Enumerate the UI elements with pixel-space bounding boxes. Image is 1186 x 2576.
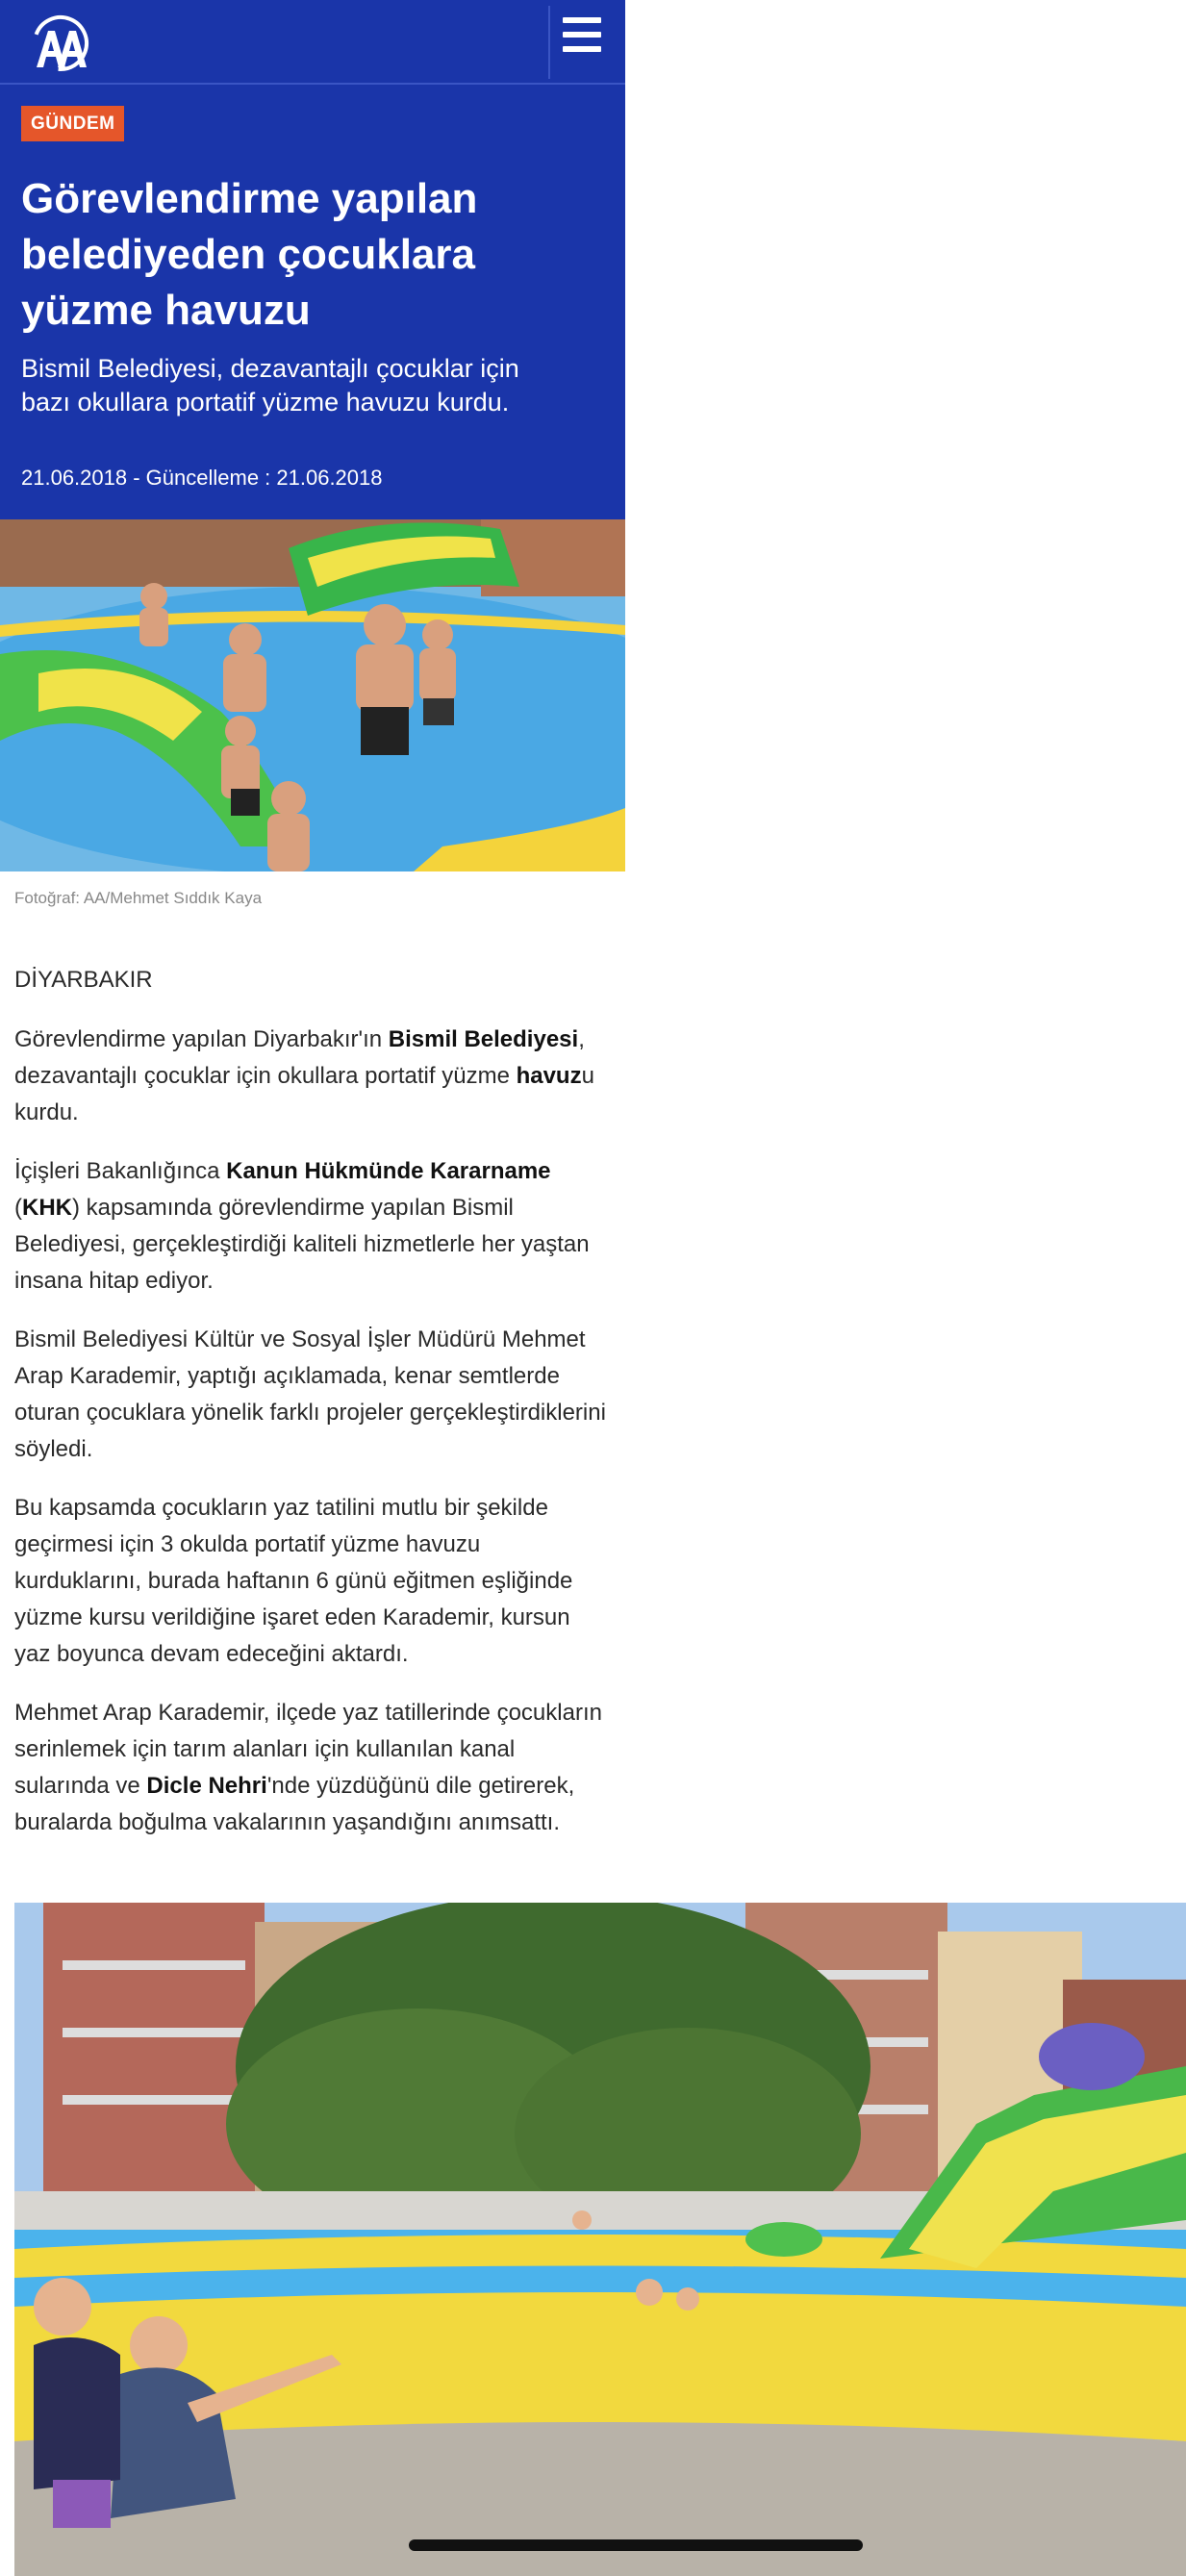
keyword-link[interactable]: havuz <box>516 1063 582 1089</box>
article-summary: Bismil Belediyesi, dezavantajlı çocuklar için bazı okullara portatif yüzme havuzu kurdu. <box>21 354 519 417</box>
aa-logo-icon[interactable] <box>29 13 92 73</box>
photo-caption: Fotoğraf: AA/Mehmet Sıddık Kaya <box>14 889 263 907</box>
article-dates: 21.06.2018 - Güncelleme : 21.06.2018 <box>21 466 383 490</box>
keyword-link[interactable]: Dicle Nehri <box>146 1773 267 1799</box>
article-location: DİYARBAKIR <box>14 967 153 993</box>
article-paragraph-4: Bu kapsamda çocukların yaz tatilini mutlu bir şekilde geçirmesi için 3 okulda portatif yüzme havuzu kurduklarını, burada haftanın 6 günü eğitmen eşliğinde yüzme kursu verildiğine işaret eden Karademir, kursun yaz boyunca devam edeceğini aktardı. <box>14 1495 573 1667</box>
keyword-link[interactable]: KHK <box>22 1195 72 1221</box>
article-title: Görevlendirme yapılan belediyeden çocuklara yüzme havuzu <box>21 175 478 334</box>
article-paragraph-5: Mehmet Arap Karademir, ilçede yaz tatillerinde çocukların serinlemek için tarım alanları için kullanılan kanal sularında ve Dicle Nehri'nde yüzdüğünü dile getirerek, buralarda boğulma vakalarının yaşandığını anımsattı. <box>14 1700 602 1835</box>
article-paragraph-1: Görevlendirme yapılan Diyarbakır'ın Bismil Belediyesi, dezavantajlı çocuklar için okullara portatif yüzme havuzu kurdu. <box>14 1026 594 1125</box>
keyword-link[interactable]: Kanun Hükmünde Kararname <box>226 1158 551 1184</box>
hamburger-menu-icon[interactable] <box>558 17 606 62</box>
article-body <box>14 962 611 1863</box>
keyword-link[interactable]: Bismil Belediyesi <box>388 1026 579 1052</box>
article-paragraph-3: Bismil Belediyesi Kültür ve Sosyal İşler Müdürü Mehmet Arap Karademir, yaptığı açıklamada, kenar semtlerde oturan çocuklara yönelik farklı projeler gerçekleştirdiklerini söyledi. <box>14 1326 606 1462</box>
category-badge[interactable]: GÜNDEM <box>21 106 124 141</box>
article-paragraph-2: İçişleri Bakanlığınca Kanun Hükmünde Kararname (KHK) kapsamında görevlendirme yapılan Bismil Belediyesi, gerçekleştirdiği kaliteli hizmetlerle her yaştan insana hitap ediyor. <box>14 1158 590 1294</box>
menu-divider <box>548 6 550 79</box>
top-bar <box>0 0 625 85</box>
article-photo-2[interactable] <box>14 1903 1186 2576</box>
article-hero <box>0 85 625 519</box>
home-indicator[interactable] <box>409 2539 863 2551</box>
main-photo[interactable] <box>0 519 625 871</box>
